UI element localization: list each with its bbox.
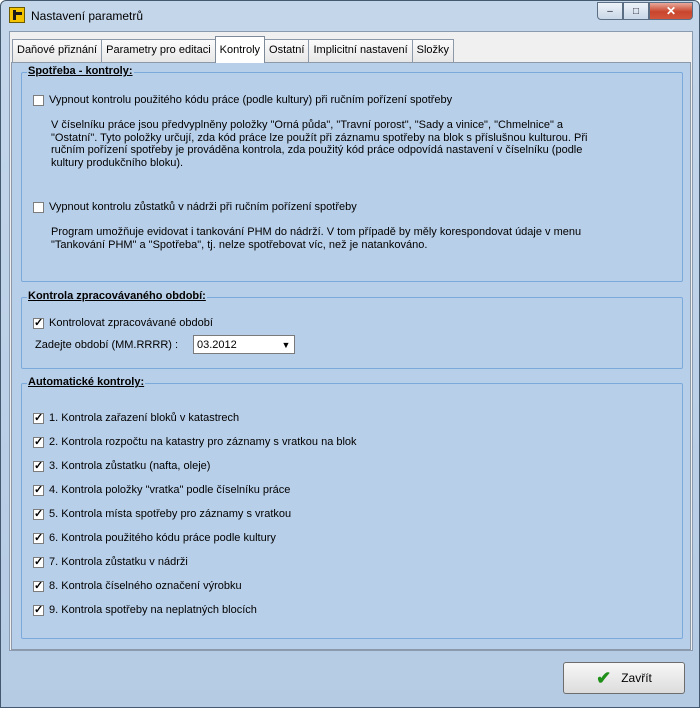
period-label: Zadejte období (MM.RRRR) :	[35, 339, 179, 351]
spotreba-opt2-label: Vypnout kontrolu zůstatků v nádrži při ručním pořízení spotřeby	[49, 201, 357, 213]
period-value: 03.2012	[197, 338, 237, 351]
caption-buttons	[597, 2, 693, 20]
auto-check-label: 3. Kontrola zůstatku (nafta, oleje)	[49, 460, 211, 472]
maximize-button[interactable]	[623, 2, 649, 20]
auto-check-row[interactable]	[33, 604, 257, 616]
minimize-icon: –	[607, 5, 613, 17]
auto-check-label: 8. Kontrola číselného označení výrobku	[49, 580, 242, 592]
spotreba-opt2-row[interactable]	[33, 201, 357, 213]
group-spotreba	[21, 65, 683, 282]
auto-check-checkbox[interactable]	[33, 605, 44, 616]
description-line: "Tankování PHM" a "Spotřeba", tj. nelze spotřebovat víc, než je natankováno.	[51, 238, 428, 251]
auto-check-row[interactable]	[33, 508, 291, 520]
period-select[interactable]	[193, 335, 295, 354]
description-line: Program umožňuje evidovat i tankování PHM do nádrží. V tom případě by měly korespondovat údaje v menu	[51, 226, 582, 238]
spotreba-opt2-description	[51, 226, 581, 251]
tab-strip	[12, 36, 453, 60]
tab-implicitni-nastaveni[interactable]: Implicitní nastavení	[308, 39, 412, 63]
description-line: "Ostatní". Tyto položky určují, zda kód práce lze použít při záznamu spotřeby na blok s příslušnou kulturou. Při	[51, 131, 588, 144]
auto-check-label: 5. Kontrola místa spotřeby pro záznamy s vratkou	[49, 508, 292, 520]
spotreba-opt1-row[interactable]	[33, 94, 452, 106]
app-logo-icon	[9, 7, 25, 23]
auto-check-label: 4. Kontrola položky "vratka" podle číselníku práce	[49, 484, 291, 496]
obdobi-check-row[interactable]	[33, 317, 213, 329]
close-button[interactable]	[563, 662, 685, 694]
auto-check-checkbox[interactable]	[33, 413, 44, 424]
auto-check-row[interactable]	[33, 580, 242, 592]
spotreba-opt1-checkbox[interactable]	[33, 95, 44, 106]
group-automaticke-legend: Automatické kontroly:	[28, 376, 145, 388]
description-line: kultury produkčního bloku).	[51, 156, 184, 169]
auto-check-label: 2. Kontrola rozpočtu na katastry pro záznamy s vratkou na blok	[49, 436, 357, 448]
auto-check-row[interactable]	[33, 460, 210, 472]
tab-kontroly[interactable]: Kontroly	[215, 36, 265, 63]
spotreba-opt2-checkbox[interactable]	[33, 202, 44, 213]
auto-check-checkbox[interactable]	[33, 485, 44, 496]
group-spotreba-legend: Spotřeba - kontroly:	[28, 65, 133, 77]
group-obdobi	[21, 290, 683, 369]
minimize-button[interactable]	[597, 2, 623, 20]
title-bar[interactable]	[1, 1, 699, 31]
auto-check-label: 1. Kontrola zařazení bloků v katastrech	[49, 412, 240, 424]
window-title: Nastavení parametrů	[31, 9, 144, 23]
close-icon: ✕	[665, 4, 677, 18]
description-line: V číselníku práce jsou předvyplněny položky "Orná půda", "Travní porost", "Sady a vinice", "Chmelnice" a	[51, 119, 564, 131]
tab-ostatni[interactable]: Ostatní	[264, 39, 309, 63]
maximize-icon: □	[632, 5, 640, 17]
auto-check-row[interactable]	[33, 556, 188, 568]
tab-panel-kontroly	[11, 62, 691, 650]
auto-check-row[interactable]	[33, 436, 357, 448]
close-window-button[interactable]	[649, 2, 693, 20]
auto-check-checkbox[interactable]	[33, 581, 44, 592]
spotreba-opt1-label: Vypnout kontrolu použitého kódu práce (podle kultury) při ručním pořízení spotřeby	[49, 94, 453, 106]
auto-check-row[interactable]	[33, 532, 276, 544]
auto-check-label: 9. Kontrola spotřeby na neplatných blocích	[49, 604, 257, 616]
obdobi-checkbox[interactable]	[33, 318, 44, 329]
group-automaticke	[21, 376, 683, 639]
dropdown-arrow-icon[interactable]: ▼	[281, 339, 291, 350]
tab-slozky[interactable]: Složky	[412, 39, 454, 63]
description-line: ručním pořízení spotřeby je prováděna kontrola, zda použitý kód práce odpovídá nastavení v číselníku (podle	[51, 144, 583, 156]
dialog-body	[9, 31, 693, 651]
auto-check-row[interactable]	[33, 484, 290, 496]
auto-check-checkbox[interactable]	[33, 461, 44, 472]
group-obdobi-legend: Kontrola zpracovávaného období:	[28, 290, 206, 302]
checkmark-icon: ✔	[596, 668, 612, 688]
auto-check-label: 7. Kontrola zůstatku v nádrži	[49, 556, 188, 568]
auto-check-checkbox[interactable]	[33, 557, 44, 568]
auto-check-row[interactable]	[33, 412, 239, 424]
auto-check-label: 6. Kontrola použitého kódu práce podle kultury	[49, 532, 276, 544]
auto-check-checkbox[interactable]	[33, 509, 44, 520]
tab-danove-priznani[interactable]: Daňové přiznání	[12, 39, 102, 63]
close-button-label: Zavřít	[621, 671, 652, 685]
tab-parametry-pro-editaci[interactable]: Parametry pro editaci	[101, 39, 216, 63]
auto-check-checkbox[interactable]	[33, 437, 44, 448]
obdobi-checkbox-label: Kontrolovat zpracovávané období	[49, 317, 213, 329]
auto-check-checkbox[interactable]	[33, 533, 44, 544]
spotreba-opt1-description	[51, 119, 587, 169]
